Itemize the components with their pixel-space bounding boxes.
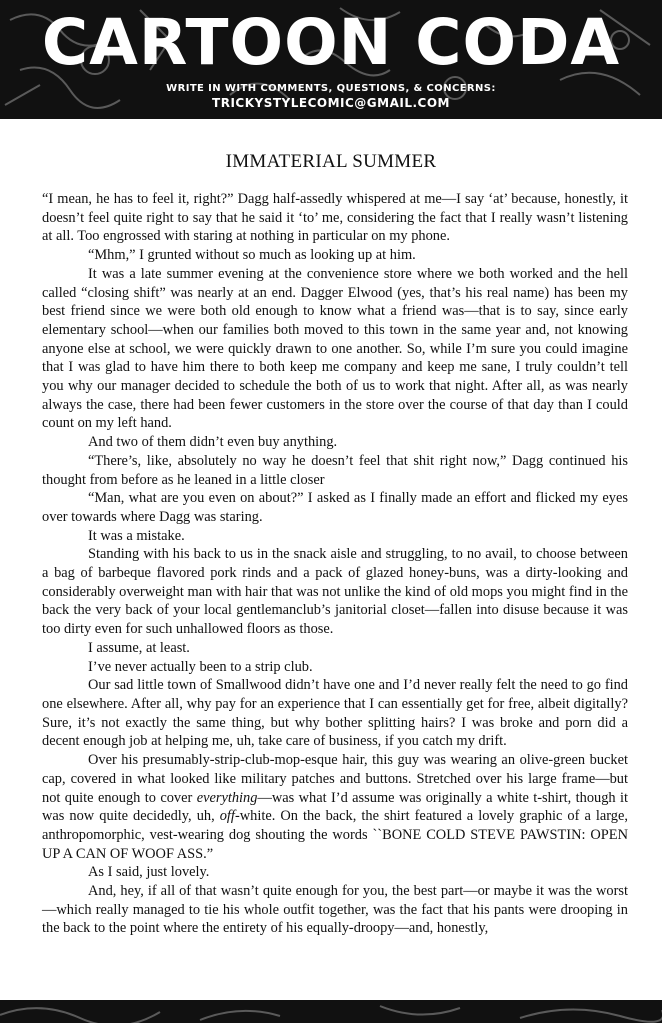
story-body [42,190,628,938]
story-paragraph: I’ve never actually been to a strip club. [88,658,313,675]
text-span: —was what I’d assume was originally a white t-shirt, though it was now quite decidedly, uh, [42,789,628,825]
footer-doodle-art [0,1000,662,1023]
story-paragraph [42,751,628,863]
contact-email: TRICKYSTYLECOMIC@GMAIL.COM [212,96,450,110]
story-paragraph: And, hey, if all of that wasn’t quite enough for you, the best part—or maybe it was the worst—which really managed to tie his whole outfit together, was the fact that his pants were drooping in the back to the point where the entirety of his equally-droopy—and, honestly, [42,883,628,937]
story-paragraph: Standing with his back to us in the snack aisle and struggling, to no avail, to choose between a bag of barbeque flavored pork rinds and a pack of glazed honey-buns, was a dirty-looking and considerably overweight man with hair that was not unlike the kind of old mops you might find in the back the very back of your local gentlemanclub’s janitorial closet—fallen into disuse because it was too dirty even for such unhallowed floors as those. [42,546,628,638]
footer-banner [0,1000,662,1023]
masthead-title: CARTOON CODA [41,6,621,79]
story-paragraph: “There’s, like, absolutely no way he doesn’t feel that shit right now,” Dagg continued his thought from before as he leaned in a little closer [42,452,628,488]
story-paragraph: “Man, what are you even on about?” I asked as I finally made an effort and flicked my eyes over towards where Dagg was staring. [42,490,628,525]
text-span: Over his presumably-strip-club-mop-esque hair, this guy was wearing an olive-green bucket cap, covered in what looked like military patches and buttons. Stretched over his large frame—but not quite enough to cover [42,752,628,806]
story-paragraph: As I said, just lovely. [88,864,210,881]
story-paragraph: Our sad little town of Smallwood didn’t have one and I’d never really felt the need to go find one elsewhere. After all, why pay for an experience that I can essentially get for free, albeit digitally? Sure, it’s not exactly the same thing, but why bother splitting hairs? I was broke and porn did a decent enough job at helping me, uh, take care of business, if you catch my drift. [42,677,628,750]
emphasis-text: off [219,808,235,825]
story-paragraph: It was a mistake. [88,527,185,544]
story-paragraph: It was a late summer evening at the convenience store where we both worked and the hell called “closing shift” was nearly at an end. Dagger Elwood (yes, that’s his real name) has been my best friend since we were both old enough to know what a friend was—that is to say, since early elementary school—when our families both moved to this town in the same year and, not knowing anyone else at school, we were quickly drawn to one another. So, while I’m sure you could imagine that I was glad to have him there to both keep me company and keep me sane, I truly couldn’t tell you why our manager decided to schedule the both of us to work that night. After all, as was nearly always the case, there had been fewer customers in the store over the course of that day than I could count on my left hand. [42,265,628,432]
masthead-banner [0,0,662,119]
story-paragraph: “Mhm,” I grunted without so much as looking up at him. [88,247,416,264]
story-paragraph: “I mean, he has to feel it, right?” Dagg half-assedly whispered at me—I say ‘at’ because, honestly, it doesn’t feel quite right to say that he said it ‘to’ me, considering the fact that I really wasn’t listening at all. Too engrossed with staring at nothing in particular on my phone. [42,191,628,245]
masthead-tagline: WRITE IN WITH COMMENTS, QUESTIONS, & CONCERNS: [166,83,496,94]
story-title: IMMATERIAL SUMMER [225,151,437,172]
story-paragraph: And two of them didn’t even buy anything. [88,434,338,451]
emphasis-text: everything [196,789,258,806]
text-span: -white. On the back, the shirt featured a lovely graphic of a large, anthropomorphic, vest-wearing dog shouting the words ``BONE COLD STEVE PAWSTIN: OPEN UP A CAN OF WOOF ASS.” [42,808,628,862]
story-paragraph: I assume, at least. [88,639,190,656]
